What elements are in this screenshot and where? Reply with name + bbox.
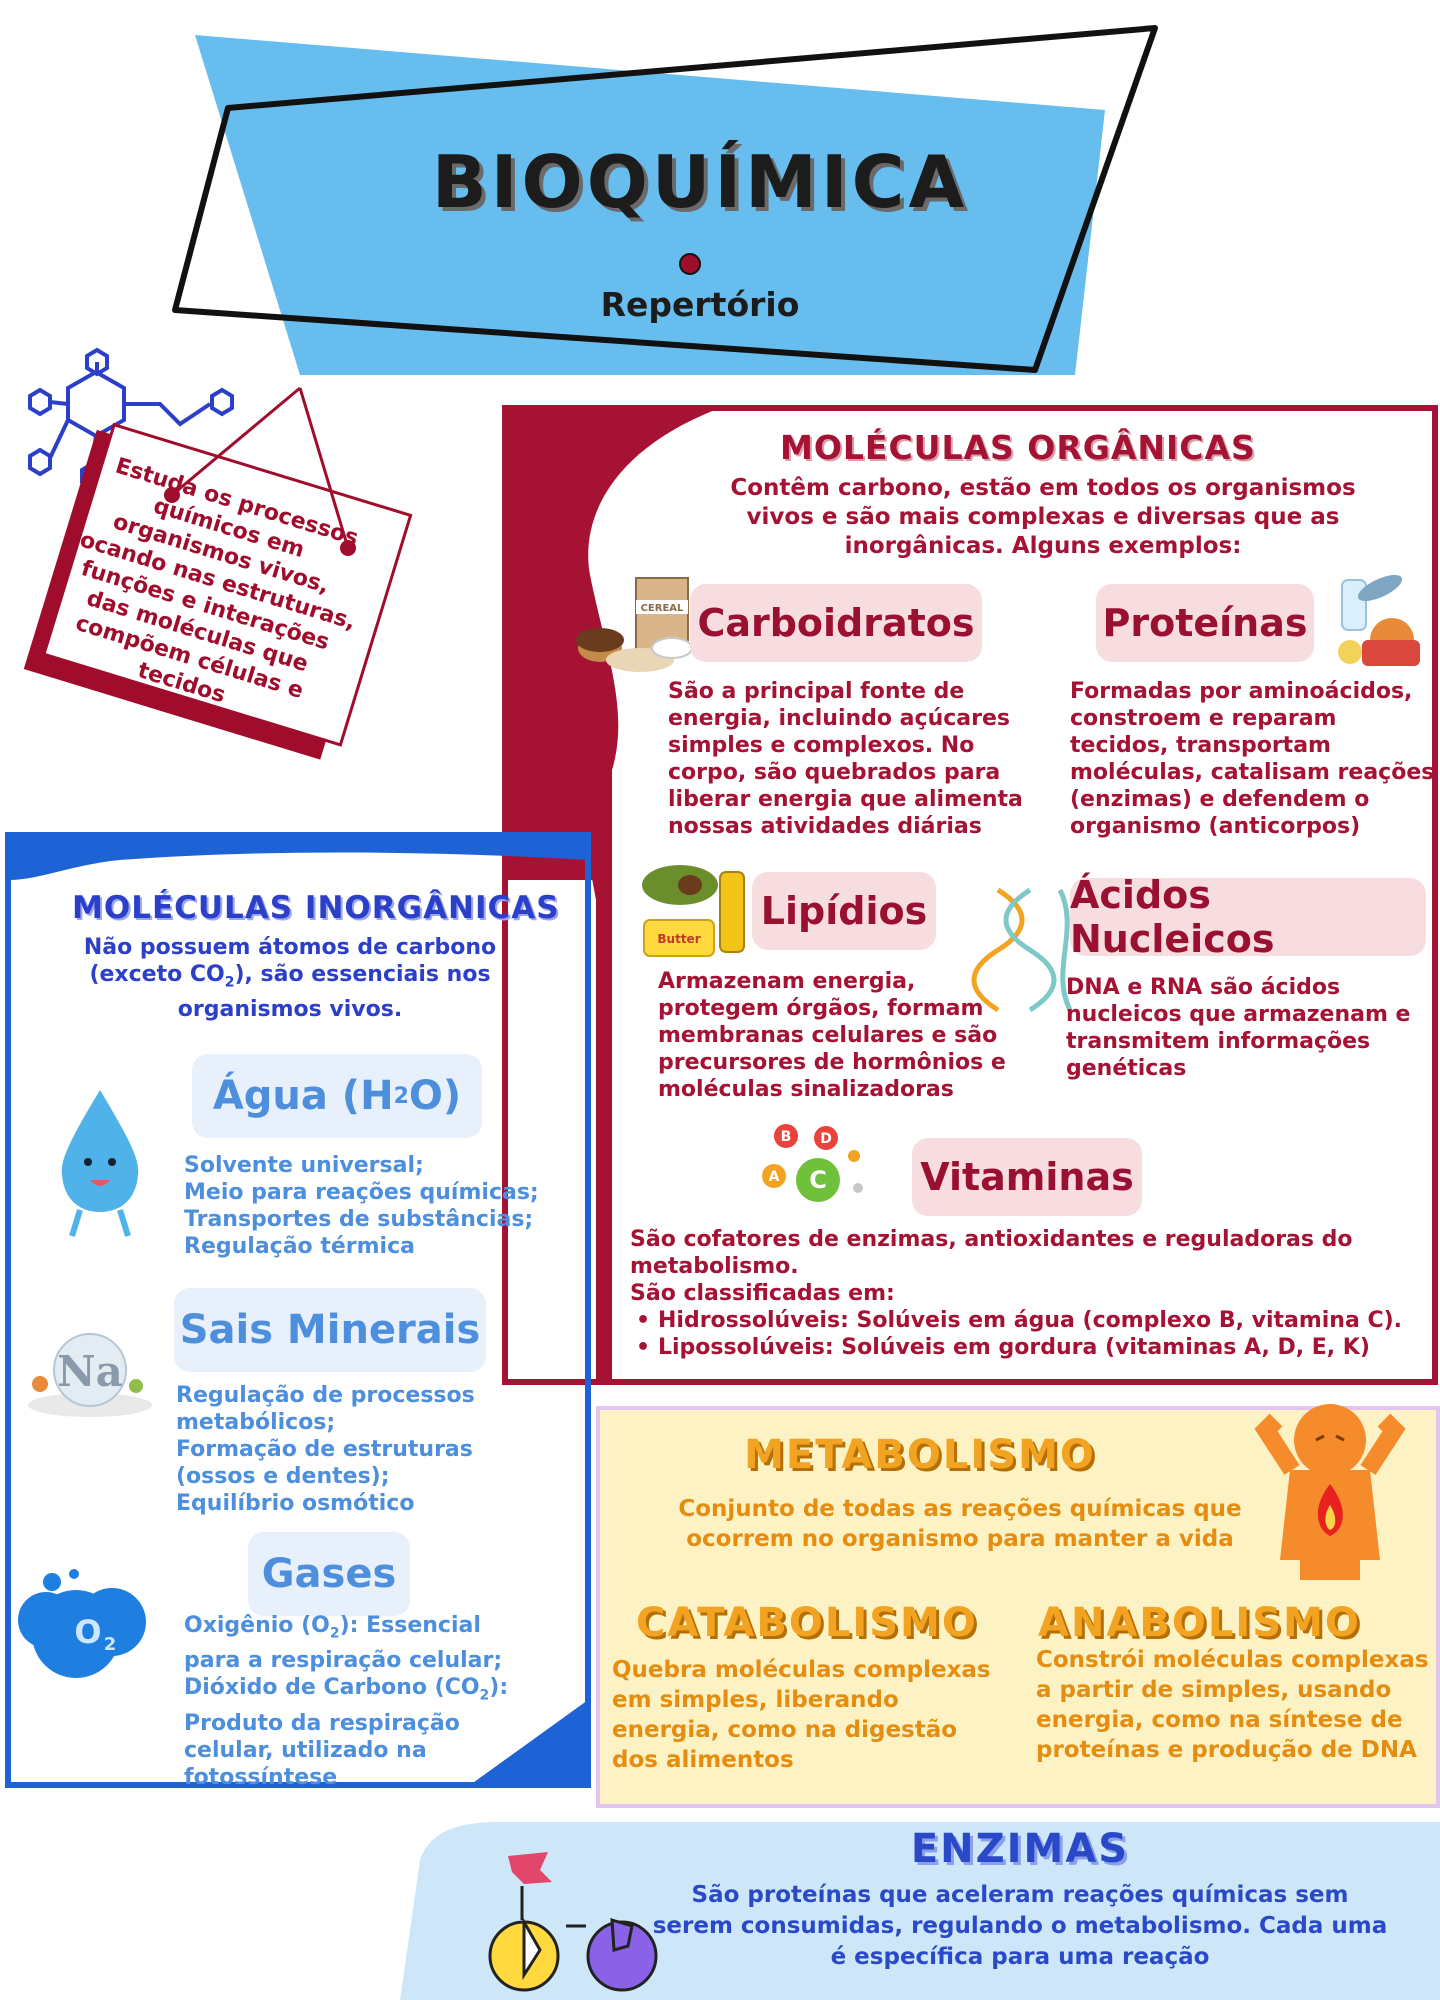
minerals-pill: Sais Minerais bbox=[174, 1288, 486, 1372]
minerals-text bbox=[176, 1382, 476, 1517]
list-item: Transportes de substâncias; bbox=[184, 1207, 534, 1232]
page-title: BIOQUÍMICA bbox=[431, 140, 969, 224]
inorganic-frame-top bbox=[8, 835, 588, 880]
water-label: Água (H bbox=[212, 1073, 394, 1119]
inorganic-description-part: ), são essenciais nos organismos vivos. bbox=[177, 962, 491, 1023]
page-subtitle: Repertório bbox=[600, 285, 800, 324]
carbohydrates-pill: Carboidratos bbox=[690, 584, 982, 662]
gas-co2-part: ): Produto da respiração celular, utilizado na fotossíntese bbox=[184, 1675, 509, 1790]
anabolism-text: Constrói moléculas complexas a partir de simples, usando energia, como na síntese de proteínas e produção de DNA bbox=[1036, 1647, 1429, 1763]
water-drop-icon bbox=[62, 1090, 138, 1236]
gases-pill: Gases bbox=[248, 1532, 410, 1616]
anabolism-heading: ANABOLISMO bbox=[1038, 1600, 1361, 1646]
vitamin-letter-a: A bbox=[768, 1169, 780, 1185]
vitamins-list bbox=[630, 1307, 1420, 1361]
metabolism-heading: METABOLISMO bbox=[744, 1432, 1096, 1478]
list-item: Equilíbrio osmótico bbox=[176, 1491, 415, 1516]
inorganic-description-sub: 2 bbox=[224, 974, 235, 991]
organic-description: Contêm carbono, estão em todos os organismos vivos e são mais complexas e diversas que as inorgânicas. Alguns exemplos: bbox=[730, 475, 1356, 559]
list-item: • Lipossolúveis: Solúveis em gordura (vitaminas A, D, E, K) bbox=[630, 1334, 1420, 1361]
enzymes-text: São proteínas que aceleram reações químicas sem serem consumidas, regulando o metabolismo. Cada uma é específica para uma reação bbox=[652, 1882, 1388, 1970]
lipids-text: Armazenam energia, protegem órgãos, formam membranas celulares e são precursores de hormônios e moléculas sinalizadoras bbox=[658, 969, 1006, 1102]
nucleic-acids-pill: Ácidos Nucleicos bbox=[1070, 878, 1426, 956]
inorganic-heading: MOLÉCULAS INORGÂNICAS bbox=[72, 890, 560, 926]
list-item: Formação de estruturas (ossos e dentes); bbox=[176, 1437, 473, 1489]
gas-oxygen-part: ): Essencial para a respiração celular; bbox=[184, 1613, 503, 1674]
proteins-text: Formadas por aminoácidos, constroem e reparam tecidos, transportam moléculas, catalisam reações (enzimas) e defendem o organismo (anticorpos) bbox=[1070, 679, 1435, 839]
lipids-food-icon bbox=[642, 865, 744, 956]
catabolism-heading: CATABOLISMO bbox=[636, 1600, 978, 1646]
water-pill bbox=[192, 1054, 482, 1138]
inorganic-description bbox=[60, 934, 520, 1023]
list-item: Regulação de processos metabólicos; bbox=[176, 1383, 475, 1435]
list-item: Regulação térmica bbox=[184, 1234, 415, 1259]
proteins-pill: Proteínas bbox=[1096, 584, 1314, 662]
water-label: O) bbox=[408, 1073, 462, 1119]
gas-co2-part: Dióxido de Carbono (CO bbox=[184, 1675, 480, 1701]
vitamin-letter-b: B bbox=[780, 1129, 792, 1145]
vitamin-letter-c: C bbox=[809, 1166, 827, 1194]
vitamins-classified: São classificadas em: bbox=[630, 1281, 895, 1306]
oxygen-icon-sub: 2 bbox=[103, 1634, 117, 1655]
list-item: • Hidrossolúveis: Solúveis em água (complexo B, vitamina C). bbox=[630, 1307, 1420, 1334]
catabolism-text: Quebra moléculas complexas em simples, liberando energia, como na digestão dos alimentos bbox=[612, 1657, 991, 1773]
lipids-pill: Lipídios bbox=[752, 872, 936, 950]
list-item: Meio para reações químicas; bbox=[184, 1180, 539, 1205]
cereal-label: CEREAL bbox=[640, 603, 684, 614]
list-item: Solvente universal; bbox=[184, 1153, 424, 1178]
gas-oxygen-sub: 2 bbox=[329, 1625, 340, 1642]
vitamins-block bbox=[630, 1226, 1420, 1361]
sodium-icon-text: Na bbox=[57, 1347, 123, 1396]
gas-oxygen-part: Oxigênio (O bbox=[184, 1613, 330, 1638]
metabolism-text: Conjunto de todas as reações químicas que ocorrem no organismo para manter a vida bbox=[678, 1496, 1242, 1552]
water-text bbox=[184, 1152, 564, 1260]
inorganic-description-part: Não possuem átomos de carbono (exceto CO bbox=[83, 935, 497, 987]
water-label-sub: 2 bbox=[393, 1083, 409, 1109]
carbohydrates-text: São a principal fonte de energia, incluindo açúcares simples e complexos. No corpo, são quebrados para liberar energia que alimenta nossas atividades diárias bbox=[668, 679, 1023, 839]
gas-co2 bbox=[184, 1674, 524, 1790]
gases-text bbox=[184, 1612, 524, 1791]
vitamin-letter-d: D bbox=[820, 1131, 832, 1147]
header-badge-icon bbox=[680, 254, 700, 274]
nucleic-acids-text: DNA e RNA são ácidos nucleicos que armazenam e transmitem informações genéticas bbox=[1066, 975, 1411, 1081]
proteins-food-icon bbox=[1338, 570, 1420, 666]
gas-oxygen bbox=[184, 1612, 524, 1674]
oxygen-icon-text: O bbox=[74, 1613, 102, 1651]
organic-heading: MOLÉCULAS ORGÂNICAS bbox=[780, 428, 1256, 467]
gas-co2-sub: 2 bbox=[479, 1687, 490, 1704]
butter-label: Butter bbox=[657, 932, 701, 946]
vitamins-pill: Vitaminas bbox=[912, 1138, 1142, 1216]
vitamins-intro: São cofatores de enzimas, antioxidantes e reguladoras do metabolismo. bbox=[630, 1227, 1353, 1279]
intro-text: Estuda os processos químicos em organismos vivos, focando nas estruturas, funções e interações das moléculas que compõem células e tecidos bbox=[67, 453, 362, 709]
enzymes-heading: ENZIMAS bbox=[910, 1826, 1130, 1872]
